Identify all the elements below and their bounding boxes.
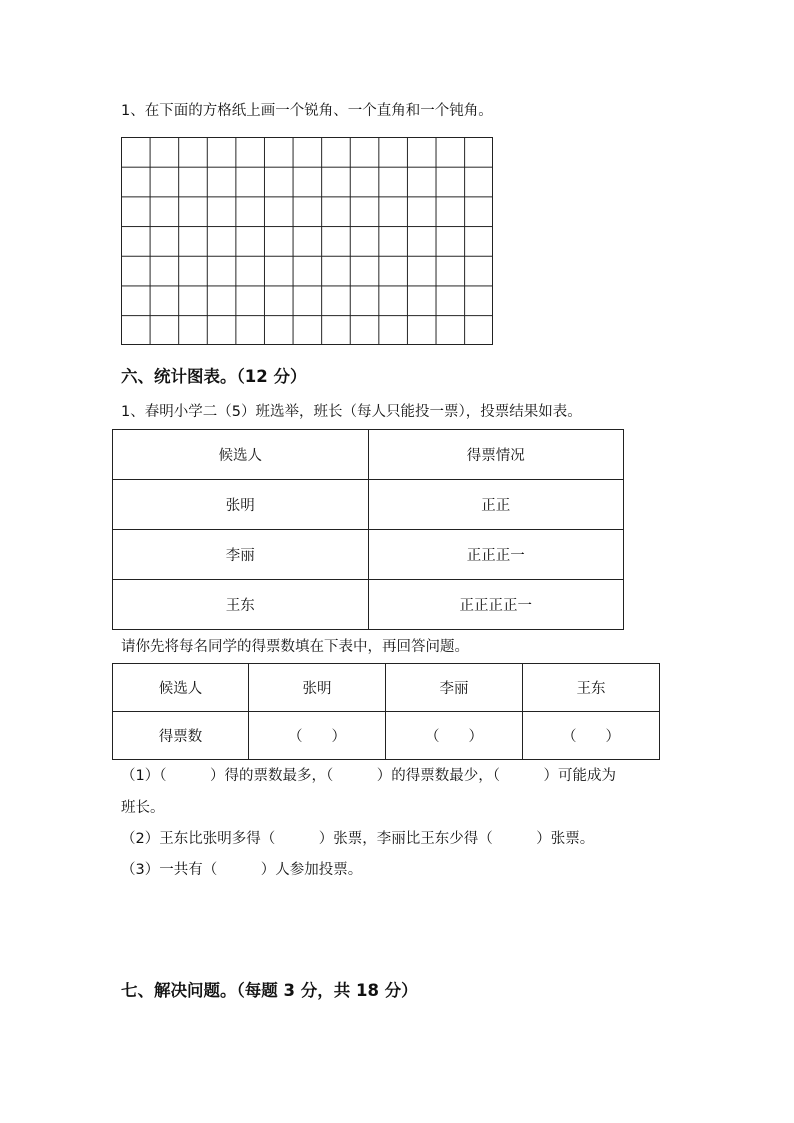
row-header-candidate: 候选人 xyxy=(113,664,249,712)
row-header-votes: 得票数 xyxy=(113,712,249,760)
candidate-name: 李丽 xyxy=(386,664,523,712)
tally-table xyxy=(112,429,624,630)
sub-question-2: （2）王东比张明多得（ ）张票，李丽比王东少得（ ）张票。 xyxy=(121,831,595,847)
section-7-heading: 七、解决问题。（每题 3 分，共 18 分） xyxy=(121,981,418,1000)
vote-count-blank[interactable]: （ ） xyxy=(386,712,523,760)
vote-count-blank[interactable]: （ ） xyxy=(249,712,386,760)
tally-marks: 正正正一 xyxy=(368,530,624,580)
tally-marks: 正正 xyxy=(368,480,624,530)
vote-count-blank[interactable]: （ ） xyxy=(523,712,660,760)
vote-count-table xyxy=(112,663,660,760)
election-question: 1、春明小学二（5）班选举，班长（每人只能投一票），投票结果如表。 xyxy=(121,404,582,420)
table-row xyxy=(113,712,660,760)
table-row xyxy=(113,480,624,530)
candidate-name: 王东 xyxy=(523,664,660,712)
table-row xyxy=(113,664,660,712)
sub-question-1: （1）（ ）得的票数最多，（ ）的得票数最少，（ ）可能成为 xyxy=(121,768,616,784)
candidate-name: 张明 xyxy=(113,480,369,530)
sub-question-1-continued: 班长。 xyxy=(121,800,165,816)
candidate-name: 王东 xyxy=(113,580,369,630)
grid-paper[interactable] xyxy=(121,137,493,345)
drawing-question: 1、在下面的方格纸上画一个锐角、一个直角和一个钝角。 xyxy=(121,103,493,119)
candidate-name: 李丽 xyxy=(113,530,369,580)
tally-marks: 正正正正一 xyxy=(368,580,624,630)
sub-question-3: （3）一共有（ ）人参加投票。 xyxy=(121,862,363,878)
table-row xyxy=(113,430,624,480)
column-header-tally: 得票情况 xyxy=(368,430,624,480)
candidate-name: 张明 xyxy=(249,664,386,712)
column-header-candidate: 候选人 xyxy=(113,430,369,480)
fill-in-instruction: 请你先将每名同学的得票数填在下表中，再回答问题。 xyxy=(121,639,469,655)
table-row xyxy=(113,580,624,630)
table-row xyxy=(113,530,624,580)
section-6-heading: 六、统计图表。（12 分） xyxy=(121,367,307,386)
